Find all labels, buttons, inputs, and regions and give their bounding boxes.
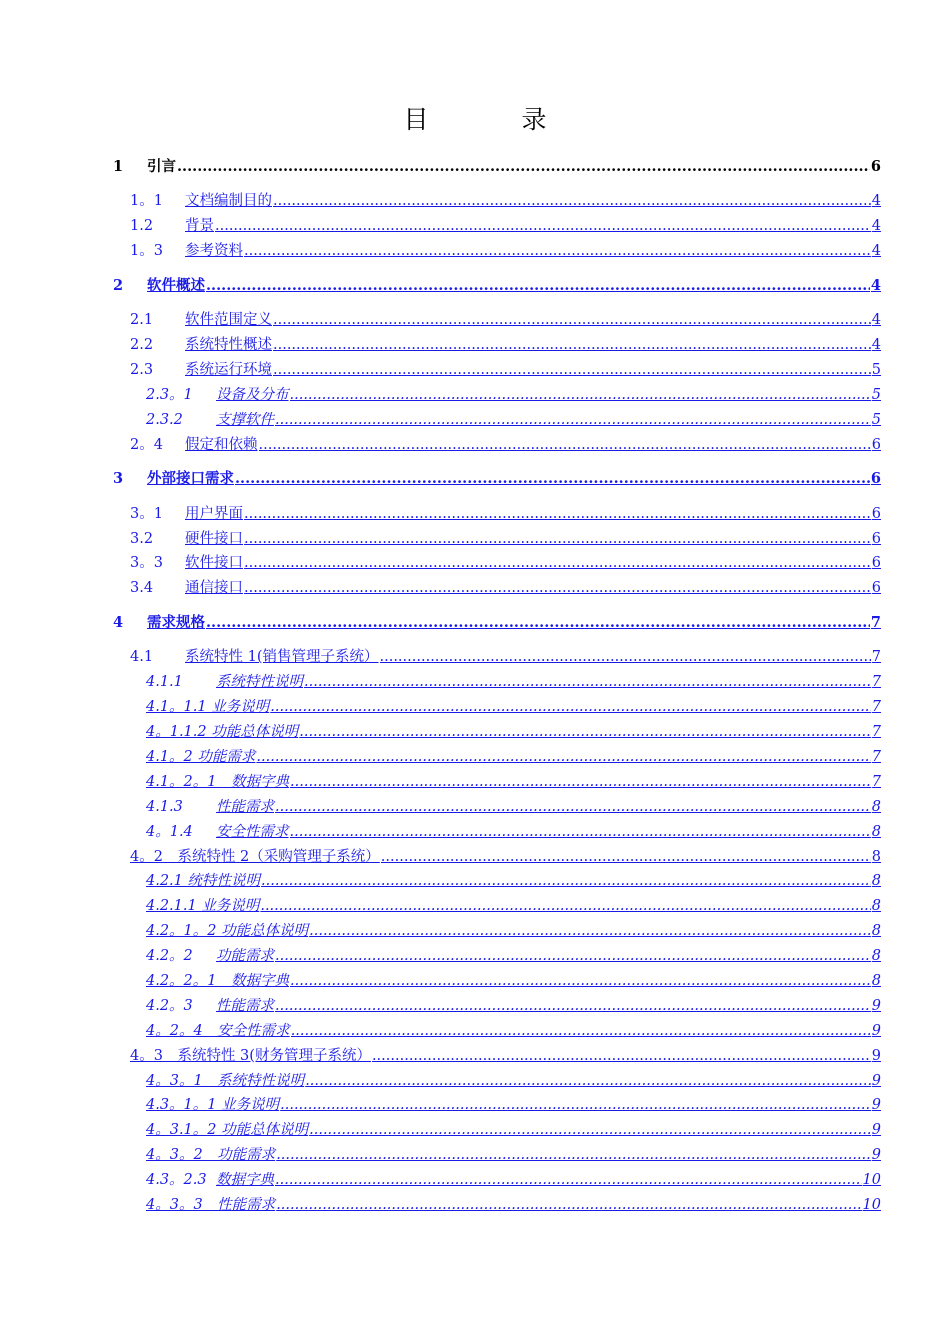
toc-entry-number: 3.4 (130, 580, 154, 597)
toc-entry-label (130, 848, 380, 866)
toc-dot-leader (291, 1022, 871, 1040)
toc-entry-label (130, 192, 272, 210)
toc-entry-label (130, 530, 243, 548)
toc-entry-text: 需求规格 (147, 613, 205, 631)
toc-entry[interactable] (146, 821, 881, 841)
toc-entry[interactable] (146, 721, 881, 741)
toc-entry[interactable] (130, 309, 881, 329)
toc-page-number: 8 (871, 798, 881, 815)
toc-entry[interactable] (130, 1045, 881, 1065)
toc-dot-leader (309, 1121, 871, 1139)
toc-dot-leader (309, 922, 871, 940)
toc-page-number: 4 (871, 337, 881, 354)
toc-entry[interactable] (146, 696, 881, 716)
toc-entry-text: 4。3。1 系统特性说明 (146, 1072, 305, 1089)
toc-entry[interactable] (146, 746, 881, 766)
toc-page-number: 8 (871, 972, 881, 989)
toc-page-number: 7 (871, 674, 881, 691)
toc-page-number: 4 (871, 193, 881, 210)
toc-page-number: 5 (871, 386, 881, 403)
toc-entry[interactable] (130, 503, 881, 523)
toc-dot-leader (206, 277, 870, 295)
toc-entry-text: 4。3。2 功能需求 (146, 1147, 276, 1164)
toc-entry-label (146, 723, 298, 741)
toc-page-number: 9 (871, 1072, 881, 1089)
toc-entry-label (146, 386, 289, 404)
toc-entry-number: 4.2。2 (146, 948, 193, 965)
toc-dot-leader (275, 997, 871, 1015)
toc-entry-label (146, 897, 259, 915)
toc-entry-label (146, 698, 269, 716)
toc-entry-text: 安全性需求 (216, 823, 289, 840)
toc-entry-label (146, 922, 308, 940)
toc-entry[interactable] (130, 215, 881, 235)
toc-entry[interactable] (146, 945, 881, 965)
toc-dot-leader (275, 947, 871, 965)
toc-dot-leader (206, 614, 870, 632)
toc-entry-label (146, 748, 255, 766)
toc-dot-leader (273, 336, 871, 354)
toc-dot-leader (276, 1146, 871, 1164)
toc-page-number: 7 (871, 649, 881, 666)
toc-page-number: 10 (862, 1172, 881, 1189)
toc-entry[interactable] (146, 1020, 881, 1040)
toc-entry-label (146, 798, 274, 816)
toc-page-number: 6 (871, 505, 881, 522)
toc-dot-leader (244, 579, 871, 597)
toc-entry-number: 4.3。2.3 (146, 1172, 207, 1189)
toc-entry-number: 1 (113, 158, 124, 175)
toc-page-number: 9 (871, 1147, 881, 1164)
toc-entry[interactable] (130, 334, 881, 354)
toc-entry-text: 4.2。2。1 数据字典 (146, 972, 290, 989)
toc-dot-leader (235, 470, 870, 488)
toc-entry-label (146, 411, 274, 429)
toc-entry-label (113, 158, 176, 176)
toc-entry-number: 4.1.1 (146, 674, 183, 691)
toc-entry[interactable] (146, 671, 881, 691)
toc-entry-number: 3。3 (130, 555, 163, 572)
toc-entry-label (146, 1146, 275, 1164)
toc-entry[interactable] (146, 970, 881, 990)
toc-entry-number: 4 (113, 613, 124, 631)
toc-dot-leader (261, 872, 871, 890)
toc-entry-text: 4.3。1。1 业务说明 (146, 1097, 280, 1114)
toc-dot-leader (244, 505, 871, 523)
toc-entry-label (130, 436, 258, 454)
toc-page-number: 6 (871, 530, 881, 547)
toc-entry-text: 文档编制目的 (185, 193, 272, 210)
toc-page-number: 4 (871, 312, 881, 329)
toc-dot-leader (273, 311, 871, 329)
toc-entry-label (146, 823, 289, 841)
toc-entry-label (130, 579, 243, 597)
toc-entry[interactable] (130, 359, 881, 379)
toc-dot-leader (305, 1072, 871, 1090)
toc-entry-number: 1。3 (130, 243, 163, 260)
toc-page-number: 6 (870, 470, 881, 488)
toc-entry-number: 2.2 (130, 337, 154, 354)
toc-page-number: 9 (871, 1022, 881, 1039)
toc-entry-label (146, 947, 274, 965)
toc-dot-leader (177, 158, 870, 176)
toc-entry[interactable] (146, 870, 881, 890)
toc-entry-text: 性能需求 (216, 997, 274, 1014)
toc-entry-text: 4.2.1.1 业务说明 (146, 898, 260, 915)
toc-entry-text: 设备及分布 (216, 386, 289, 403)
toc-entry-label (146, 773, 289, 791)
toc-entry[interactable] (146, 1144, 881, 1164)
toc-entry[interactable] (130, 240, 881, 260)
toc-dot-leader (304, 673, 871, 691)
toc-entry-text: 系统特性说明 (216, 674, 303, 691)
toc-page-number: 4 (871, 243, 881, 260)
toc-entry-label (146, 673, 303, 691)
toc-entry-text: 4。2。4 安全性需求 (146, 1022, 290, 1039)
toc-entry-label (130, 554, 243, 572)
toc-entry-label (146, 1171, 274, 1189)
toc-dot-leader (290, 386, 871, 404)
toc-entry-label (146, 1196, 275, 1214)
toc-page-number: 6 (871, 436, 881, 453)
toc-page-number: 8 (871, 898, 881, 915)
toc-entry-text: 4。2 系统特性 2（采购管理子系统） (130, 848, 380, 865)
toc-entry-text: 4.2。1。2 功能总体说明 (146, 923, 309, 940)
toc-dot-leader (290, 972, 871, 990)
toc-entry (113, 156, 881, 176)
toc-entry-label (130, 648, 379, 666)
toc-entry-number: 2。4 (130, 436, 163, 453)
toc-page-number: 10 (862, 1197, 881, 1213)
toc-dot-leader (259, 436, 871, 454)
toc-entry[interactable] (146, 409, 881, 429)
toc-page-number: 7 (871, 699, 881, 716)
toc-entry-text: 软件接口 (185, 555, 243, 572)
toc-entry-text: 假定和依赖 (185, 436, 258, 453)
toc-page-number: 8 (871, 948, 881, 965)
toc-entry-text: 4。1.1.2 功能总体说明 (146, 724, 299, 741)
toc-dot-leader (260, 897, 870, 915)
toc-entry-text: 背景 (185, 218, 214, 235)
toc-entry[interactable] (146, 796, 881, 816)
toc-entry-number: 4.1.3 (146, 798, 183, 815)
toc-page-number: 6 (871, 555, 881, 572)
toc-entry-label (113, 614, 205, 632)
toc-entry-label (113, 470, 234, 488)
toc-page-number: 7 (870, 613, 881, 631)
toc-page-number: 7 (871, 724, 881, 741)
toc-page-number: 9 (871, 1047, 881, 1064)
toc-entry-number: 2.3。1 (146, 386, 193, 403)
toc-entry-label (130, 336, 272, 354)
toc-dot-leader (380, 648, 871, 666)
toc-dot-leader (244, 554, 871, 572)
toc-dot-leader (290, 823, 871, 841)
toc-entry-number: 4。1.4 (146, 823, 193, 840)
toc-entry[interactable] (130, 552, 881, 572)
toc-entry-label (130, 311, 272, 329)
toc-dot-leader (275, 798, 871, 816)
toc-entry-label (113, 277, 205, 295)
toc-page-number: 7 (871, 773, 881, 790)
toc-dot-leader (275, 1171, 862, 1189)
toc-entry-number: 4.1 (130, 649, 154, 666)
toc-entry-text: 4.1。2 功能需求 (146, 748, 256, 765)
toc-entry-label (146, 1096, 279, 1114)
toc-entry-text: 功能需求 (216, 948, 274, 965)
toc-page-number: 8 (871, 923, 881, 940)
toc-page-number: 4 (871, 218, 881, 235)
toc-entry-text: 引言 (147, 158, 176, 175)
toc-entry-label (130, 217, 214, 235)
toc-page-number: 8 (871, 848, 881, 865)
toc-page-number: 9 (871, 1097, 881, 1114)
toc-dot-leader (244, 530, 871, 548)
toc-entry-label (146, 872, 260, 890)
toc-entry[interactable] (113, 275, 881, 295)
toc-entry-label (146, 997, 274, 1015)
toc-page-number: 5 (871, 411, 881, 428)
toc-entry[interactable] (130, 528, 881, 548)
toc-dot-leader (215, 217, 871, 235)
toc-page-number: 6 (871, 580, 881, 597)
toc-entry-text: 用户界面 (185, 505, 243, 522)
toc-entry-number: 3。1 (130, 505, 163, 522)
toc-entry-number: 1.2 (130, 218, 154, 235)
toc-entry[interactable] (146, 1169, 881, 1189)
toc-entry[interactable] (146, 1094, 881, 1114)
toc-entry-text: 参考资料 (185, 243, 243, 260)
toc-entry-text: 4。3。3 性能需求 (146, 1197, 276, 1213)
toc-entry-number: 2.3 (130, 362, 154, 379)
toc-entry-label (146, 972, 289, 990)
toc-page-number: 7 (871, 748, 881, 765)
toc-dot-leader (372, 1047, 871, 1065)
toc-dot-leader (299, 723, 871, 741)
toc-entry-text: 系统特性概述 (185, 337, 272, 354)
toc-page-number: 9 (871, 1122, 881, 1139)
toc-entry[interactable] (130, 190, 881, 210)
toc-entry-label (146, 1121, 308, 1139)
toc-entry-text: 通信接口 (185, 580, 243, 597)
toc-page-number: 6 (870, 158, 881, 175)
toc-entry-text: 硬件接口 (185, 530, 243, 547)
toc-entry[interactable] (146, 771, 881, 791)
toc-page-number: 5 (871, 362, 881, 379)
toc-entry-text: 性能需求 (216, 798, 274, 815)
toc-entry-text: 4。3.1。2 功能总体说明 (146, 1122, 309, 1139)
toc-page-number: 9 (871, 997, 881, 1014)
toc-entry-text: 4.2.1 统特性说明 (146, 873, 261, 890)
toc-entry-text: 软件范围定义 (185, 312, 272, 329)
toc-entry-number: 2 (113, 276, 124, 294)
toc-dot-leader (256, 748, 870, 766)
toc-page-number: 8 (871, 873, 881, 890)
toc-entry-label (146, 1022, 290, 1040)
toc-entry-label (130, 361, 272, 379)
toc-entry[interactable] (146, 920, 881, 940)
toc-entry[interactable] (146, 895, 881, 915)
toc-dot-leader (276, 1196, 861, 1214)
toc-entry-label (130, 1047, 371, 1065)
toc-entry-text: 系统特性 1(销售管理子系统） (185, 649, 379, 666)
toc-entry-text: 4.1。2。1 数据字典 (146, 773, 290, 790)
toc-entry-label (146, 1072, 304, 1090)
toc-entry-text: 4。3 系统特性 3(财务管理子系统） (130, 1047, 371, 1064)
toc-entry-text: 支撑软件 (216, 411, 274, 428)
toc-entry-label (130, 242, 243, 260)
toc-entry[interactable] (146, 384, 881, 404)
toc-dot-leader (381, 848, 871, 866)
toc-dot-leader (244, 242, 871, 260)
toc-entry[interactable] (146, 995, 881, 1015)
toc-entry-number: 2.3.2 (146, 411, 183, 428)
toc-entry[interactable] (146, 1070, 881, 1090)
toc-entry-text: 系统运行环境 (185, 362, 272, 379)
toc-entry-number: 3.2 (130, 530, 154, 547)
toc-entry-number: 4.2。3 (146, 997, 193, 1014)
toc-dot-leader (280, 1096, 871, 1114)
toc-entry[interactable] (130, 646, 881, 666)
toc-entry[interactable] (113, 468, 881, 488)
toc-dot-leader (275, 411, 871, 429)
toc-entry-label (130, 505, 243, 523)
toc-dot-leader (273, 192, 871, 210)
toc-page-number: 8 (871, 823, 881, 840)
toc-entry-text: 外部接口需求 (147, 470, 234, 488)
toc-entry-number: 1。1 (130, 193, 163, 210)
toc-entry-number: 3 (113, 470, 124, 488)
page-title: 目 录 (403, 105, 581, 134)
toc-entry[interactable] (130, 577, 881, 597)
toc-entry[interactable] (130, 846, 881, 866)
toc-dot-leader (290, 773, 871, 791)
toc-entry-text: 软件概述 (147, 276, 205, 294)
toc-entry[interactable] (146, 1194, 881, 1214)
toc-entry[interactable] (146, 1119, 881, 1139)
toc-entry-text: 数据字典 (216, 1172, 274, 1189)
toc-entry-number: 2.1 (130, 312, 154, 329)
toc-dot-leader (270, 698, 871, 716)
toc-dot-leader (273, 361, 871, 379)
toc-entry[interactable] (130, 434, 881, 454)
toc-entry[interactable] (113, 612, 881, 632)
toc-page-number: 4 (870, 276, 881, 294)
toc-entry-text: 4.1。1.1 业务说明 (146, 699, 270, 716)
